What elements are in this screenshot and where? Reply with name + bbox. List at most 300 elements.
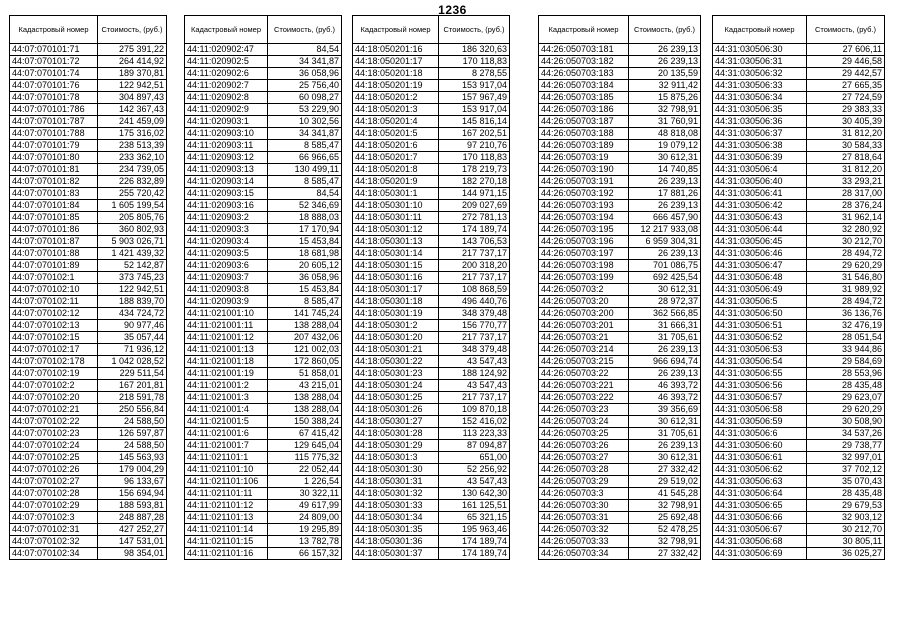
table-row [10,104,167,116]
table-row [10,344,167,356]
cost-cell: 29 383,33 [807,104,885,116]
table-row [353,200,510,212]
table-row [539,188,701,200]
cadastral-number-cell: 44:07:070102:31 [10,524,98,536]
table-row [539,476,701,488]
cost-cell: 701 086,75 [629,260,701,272]
cost-cell: 25 692,48 [629,512,701,524]
cost-cell: 28 553,96 [807,368,885,380]
table-row [539,68,701,80]
cadastral-number-cell: 44:18:050301:3 [353,452,439,464]
table-row [185,164,342,176]
cost-cell: 434 724,72 [98,308,167,320]
cadastral-number-cell: 44:18:050301:1 [353,188,439,200]
cost-cell: 188 124,92 [439,368,510,380]
table-row [353,188,510,200]
table-row [353,284,510,296]
cost-cell: 666 457,90 [629,212,701,224]
cadastral-number-cell: 44:31:030506:49 [713,284,807,296]
cadastral-number-cell: 44:26:050703:28 [539,464,629,476]
cadastral-number-cell: 44:18:050201:16 [353,44,439,56]
table-row [10,368,167,380]
cadastral-number-cell: 44:18:050301:17 [353,284,439,296]
cost-cell: 174 189,74 [439,548,510,560]
cost-cell: 152 416,02 [439,416,510,428]
table-row [539,80,701,92]
table-row [185,212,342,224]
cost-cell: 496 440,76 [439,296,510,308]
table-row [539,428,701,440]
table-row [539,356,701,368]
table-row [353,404,510,416]
table-row [353,260,510,272]
cadastral-number-cell: 44:11:021001:12 [185,332,268,344]
cadastral-number-cell: 44:18:050201:8 [353,164,439,176]
table-row [10,416,167,428]
cost-cell: 18 681,98 [268,248,342,260]
table-row [185,488,342,500]
cost-cell: 53 229,90 [268,104,342,116]
cadastral-number-cell: 44:26:050703:183 [539,68,629,80]
cadastral-number-cell: 44:07:070101:81 [10,164,98,176]
cost-cell: 26 239,13 [629,56,701,68]
cost-cell: 28 051,54 [807,332,885,344]
table-row [185,356,342,368]
cost-cell: 138 288,04 [268,392,342,404]
cadastral-number-cell: 44:11:020903:9 [185,296,268,308]
table-row [10,488,167,500]
cost-cell: 30 612,31 [629,284,701,296]
cadastral-number-cell: 44:11:021001:6 [185,428,268,440]
cadastral-number-cell: 44:26:050703:185 [539,92,629,104]
cadastral-number-cell: 44:31:030506:31 [713,56,807,68]
table-row [353,452,510,464]
table-row [353,224,510,236]
cadastral-number-cell: 44:07:070101:85 [10,212,98,224]
table-header-row [10,16,167,44]
cost-cell: 30 322,11 [268,488,342,500]
table-row [539,116,701,128]
table-row [185,464,342,476]
cadastral-number-cell: 44:26:050703:32 [539,524,629,536]
cost-cell: 130 642,30 [439,488,510,500]
cadastral-number-cell: 44:26:050703:20 [539,296,629,308]
table-row [539,512,701,524]
table-row [10,536,167,548]
cadastral-number-cell: 44:11:020902:6 [185,68,268,80]
cost-cell: 195 963,46 [439,524,510,536]
cadastral-number-cell: 44:07:070101:84 [10,200,98,212]
cadastral-number-cell: 44:11:020903:4 [185,236,268,248]
cost-cell: 172 860,05 [268,356,342,368]
cost-cell: 209 027,69 [439,200,510,212]
cost-cell: 98 354,01 [98,548,167,560]
cadastral-number-cell: 44:11:021001:18 [185,356,268,368]
cadastral-number-cell: 44:31:030506:64 [713,488,807,500]
cadastral-number-cell: 44:07:070102:17 [10,344,98,356]
cost-cell: 34 341,87 [268,128,342,140]
table-row [713,248,885,260]
cost-cell: 35 070,43 [807,476,885,488]
cadastral-number-cell: 44:18:050301:31 [353,476,439,488]
table-row [539,128,701,140]
cadastral-number-cell: 44:07:070101:788 [10,128,98,140]
cadastral-number-cell: 44:18:050301:21 [353,344,439,356]
cadastral-number-cell: 44:26:050703:193 [539,200,629,212]
cost-cell: 32 280,92 [807,224,885,236]
cadastral-number-cell: 44:26:050703:189 [539,140,629,152]
cadastral-number-cell: 44:31:030506:56 [713,380,807,392]
cost-cell: 43 547,43 [439,380,510,392]
table-row [353,116,510,128]
table-row [713,56,885,68]
table-row [539,464,701,476]
table-row [539,176,701,188]
cost-cell: 28 435,48 [807,488,885,500]
table-row [353,356,510,368]
cost-cell: 130 499,11 [268,164,342,176]
table-row [353,68,510,80]
cadastral-number-cell: 44:31:030506:52 [713,332,807,344]
table-row [539,212,701,224]
cadastral-number-cell: 44:11:020902:47 [185,44,268,56]
table-row [353,368,510,380]
cadastral-number-cell: 44:11:020903:3 [185,224,268,236]
cost-cell: 179 004,29 [98,464,167,476]
table-row [185,80,342,92]
table-row [10,512,167,524]
table-row [713,164,885,176]
table-row [10,56,167,68]
cadastral-number-cell: 44:11:020903:16 [185,200,268,212]
cadastral-number-cell: 44:11:020902:5 [185,56,268,68]
table-row [10,188,167,200]
table-row [539,224,701,236]
cadastral-number-cell: 44:07:070102:25 [10,452,98,464]
table-row [10,44,167,56]
table-row [713,488,885,500]
cadastral-number-cell: 44:31:030506:4 [713,164,807,176]
table-row [353,56,510,68]
header-cost: Стоимость, (руб.) [629,16,701,44]
header-cost: Стоимость, (руб.) [98,16,167,44]
cadastral-number-cell: 44:26:050703:191 [539,176,629,188]
cost-cell: 188 839,70 [98,296,167,308]
table-row [353,140,510,152]
table-row [185,440,342,452]
cadastral-number-cell: 44:18:050201:5 [353,128,439,140]
table-row [539,44,701,56]
cadastral-number-cell: 44:26:050703:215 [539,356,629,368]
table-row [10,392,167,404]
table-row [10,140,167,152]
table-row [185,176,342,188]
cadastral-number-cell: 44:18:050301:14 [353,248,439,260]
table-row [353,248,510,260]
cost-cell: 153 917,04 [439,104,510,116]
cadastral-number-cell: 44:26:050703:2 [539,284,629,296]
table-row [185,272,342,284]
table-row [713,176,885,188]
table-row [10,80,167,92]
cost-cell: 26 239,13 [629,248,701,260]
table-row [185,224,342,236]
cost-cell: 43 215,01 [268,380,342,392]
cost-cell: 170 118,83 [439,152,510,164]
cadastral-number-cell: 44:26:050703:190 [539,164,629,176]
cadastral-number-cell: 44:07:070101:89 [10,260,98,272]
cost-cell: 200 318,20 [439,260,510,272]
cost-cell: 29 519,02 [629,476,701,488]
cost-cell: 144 971,15 [439,188,510,200]
cost-cell: 29 620,29 [807,260,885,272]
table-row [185,536,342,548]
cost-cell: 28 972,37 [629,296,701,308]
cost-cell: 1 605 199,54 [98,200,167,212]
cost-cell: 36 136,76 [807,308,885,320]
table-row [185,140,342,152]
table-row [185,152,342,164]
cost-cell: 33 293,21 [807,176,885,188]
table-row [10,404,167,416]
cadastral-number-cell: 44:18:050301:23 [353,368,439,380]
cadastral-number-cell: 44:26:050703:31 [539,512,629,524]
cadastral-number-cell: 44:31:030506:42 [713,200,807,212]
cadastral-number-cell: 44:18:050301:13 [353,236,439,248]
table-row [713,260,885,272]
cadastral-number-cell: 44:18:050301:10 [353,200,439,212]
table-row [353,296,510,308]
cadastral-number-cell: 44:11:020903:12 [185,152,268,164]
cadastral-number-cell: 44:31:030506:45 [713,236,807,248]
cadastral-number-cell: 44:07:070102:23 [10,428,98,440]
table-row [185,284,342,296]
table-row [185,56,342,68]
cost-cell: 156 694,94 [98,488,167,500]
cadastral-table-5 [712,15,885,560]
cost-cell: 121 002,03 [268,344,342,356]
cost-cell: 28 435,48 [807,380,885,392]
cadastral-number-cell: 44:18:050201:17 [353,56,439,68]
cost-cell: 31 705,61 [629,428,701,440]
cost-cell: 234 739,05 [98,164,167,176]
cadastral-number-cell: 44:31:030506:58 [713,404,807,416]
cost-cell: 30 612,31 [629,152,701,164]
cost-cell: 29 679,53 [807,500,885,512]
cost-cell: 67 415,42 [268,428,342,440]
table-row [539,320,701,332]
table-row [539,272,701,284]
table-row [353,128,510,140]
cost-cell: 52 478,25 [629,524,701,536]
cadastral-number-cell: 44:26:050703:34 [539,548,629,560]
table-row [10,380,167,392]
cost-cell: 30 805,11 [807,536,885,548]
cost-cell: 1 421 439,32 [98,248,167,260]
table-row [185,128,342,140]
table-header-row [185,16,342,44]
cost-cell: 207 432,06 [268,332,342,344]
cadastral-number-cell: 44:07:070101:86 [10,224,98,236]
cost-cell: 32 476,19 [807,320,885,332]
cadastral-number-cell: 44:18:050201:2 [353,92,439,104]
cost-cell: 84,54 [268,188,342,200]
table-row [353,176,510,188]
table-row [713,404,885,416]
table-row [185,476,342,488]
cost-cell: 36 058,96 [268,68,342,80]
cost-cell: 25 756,40 [268,80,342,92]
table-row [539,536,701,548]
table-row [185,404,342,416]
cost-cell: 90 977,46 [98,320,167,332]
tables-container [9,15,899,633]
table-header-row [713,16,885,44]
cadastral-number-cell: 44:07:070102:3 [10,512,98,524]
table-row [353,344,510,356]
cadastral-number-cell: 44:07:070102:27 [10,476,98,488]
cost-cell: 29 446,58 [807,56,885,68]
cadastral-number-cell: 44:26:050703:195 [539,224,629,236]
table-row [353,464,510,476]
table-row [353,308,510,320]
cadastral-number-cell: 44:31:030506:30 [713,44,807,56]
table-row [185,368,342,380]
table-row [713,44,885,56]
cadastral-number-cell: 44:18:050301:37 [353,548,439,560]
table-row [713,416,885,428]
cadastral-number-cell: 44:07:070101:74 [10,68,98,80]
table-row [713,284,885,296]
cost-cell: 43 547,43 [439,356,510,368]
cadastral-number-cell: 44:18:050201:6 [353,140,439,152]
cost-cell: 108 868,59 [439,284,510,296]
table-row [10,320,167,332]
cost-cell: 32 903,12 [807,512,885,524]
table-header-row [539,16,701,44]
table-row [185,236,342,248]
table-row [713,320,885,332]
cadastral-number-cell: 44:07:070102:32 [10,536,98,548]
cadastral-number-cell: 44:18:050301:19 [353,308,439,320]
cost-cell: 147 531,01 [98,536,167,548]
cadastral-number-cell: 44:07:070102:34 [10,548,98,560]
cadastral-number-cell: 44:31:030506:51 [713,320,807,332]
table-row [353,512,510,524]
cost-cell: 36 025,27 [807,548,885,560]
header-cadastral-number: Кадастровый номер [10,16,98,44]
cost-cell: 26 239,13 [629,176,701,188]
cadastral-number-cell: 44:26:050703:26 [539,440,629,452]
table-row [713,140,885,152]
cadastral-number-cell: 44:07:070102:29 [10,500,98,512]
cost-cell: 966 694,74 [629,356,701,368]
cadastral-number-cell: 44:26:050703:181 [539,44,629,56]
cost-cell: 14 740,85 [629,164,701,176]
cadastral-number-cell: 44:18:050301:12 [353,224,439,236]
table-row [10,452,167,464]
cost-cell: 35 057,44 [98,332,167,344]
cost-cell: 31 760,91 [629,116,701,128]
table-row [353,320,510,332]
cost-cell: 28 494,72 [807,296,885,308]
cadastral-number-cell: 44:31:030506:5 [713,296,807,308]
cadastral-number-cell: 44:18:050301:20 [353,332,439,344]
cadastral-number-cell: 44:26:050703:27 [539,452,629,464]
cadastral-table-1 [9,15,167,560]
cost-cell: 145 816,14 [439,116,510,128]
cadastral-number-cell: 44:18:050301:22 [353,356,439,368]
cost-cell: 24 588,50 [98,440,167,452]
cadastral-number-cell: 44:07:070102:20 [10,392,98,404]
cadastral-number-cell: 44:31:030506:48 [713,272,807,284]
table-row [10,128,167,140]
table-row [713,200,885,212]
cost-cell: 175 316,02 [98,128,167,140]
cost-cell: 28 494,72 [807,248,885,260]
cost-cell: 32 911,42 [629,80,701,92]
cost-cell: 174 189,74 [439,536,510,548]
table-row [185,392,342,404]
cost-cell: 8 585,47 [268,176,342,188]
cost-cell: 26 239,13 [629,344,701,356]
cadastral-number-cell: 44:26:050703:29 [539,476,629,488]
cost-cell: 31 705,61 [629,332,701,344]
cost-cell: 66 157,32 [268,548,342,560]
cost-cell: 373 745,23 [98,272,167,284]
cost-cell: 32 798,91 [629,536,701,548]
cost-cell: 10 302,56 [268,116,342,128]
cost-cell: 217 737,17 [439,272,510,284]
cost-cell: 22 052,44 [268,464,342,476]
cost-cell: 28 376,24 [807,200,885,212]
cost-cell: 109 870,18 [439,404,510,416]
cadastral-number-cell: 44:11:021001:10 [185,308,268,320]
cost-cell: 26 239,13 [629,44,701,56]
cost-cell: 5 903 026,71 [98,236,167,248]
cost-cell: 188 593,81 [98,500,167,512]
cost-cell: 217 737,17 [439,392,510,404]
cost-cell: 143 706,53 [439,236,510,248]
table-row [713,536,885,548]
cadastral-number-cell: 44:31:030506:50 [713,308,807,320]
cadastral-number-cell: 44:07:070101:83 [10,188,98,200]
cost-cell: 29 620,29 [807,404,885,416]
cost-cell: 129 645,04 [268,440,342,452]
cadastral-number-cell: 44:26:050703:221 [539,380,629,392]
table-row [10,116,167,128]
cadastral-number-cell: 44:26:050703:184 [539,80,629,92]
cost-cell: 19 079,12 [629,140,701,152]
cost-cell: 26 239,13 [629,200,701,212]
table-row [185,332,342,344]
table-row [713,500,885,512]
cadastral-number-cell: 44:31:030506:61 [713,452,807,464]
page-number: 1236 [438,3,467,17]
table-row [353,80,510,92]
header-cadastral-number: Кадастровый номер [713,16,807,44]
cadastral-number-cell: 44:26:050703:222 [539,392,629,404]
cadastral-number-cell: 44:26:050703:186 [539,104,629,116]
table-row [713,272,885,284]
table-row [539,404,701,416]
table-row [10,296,167,308]
table-row [353,104,510,116]
table-row [10,500,167,512]
header-cadastral-number: Кадастровый номер [539,16,629,44]
cadastral-number-cell: 44:07:070101:72 [10,56,98,68]
cadastral-number-cell: 44:18:050301:16 [353,272,439,284]
